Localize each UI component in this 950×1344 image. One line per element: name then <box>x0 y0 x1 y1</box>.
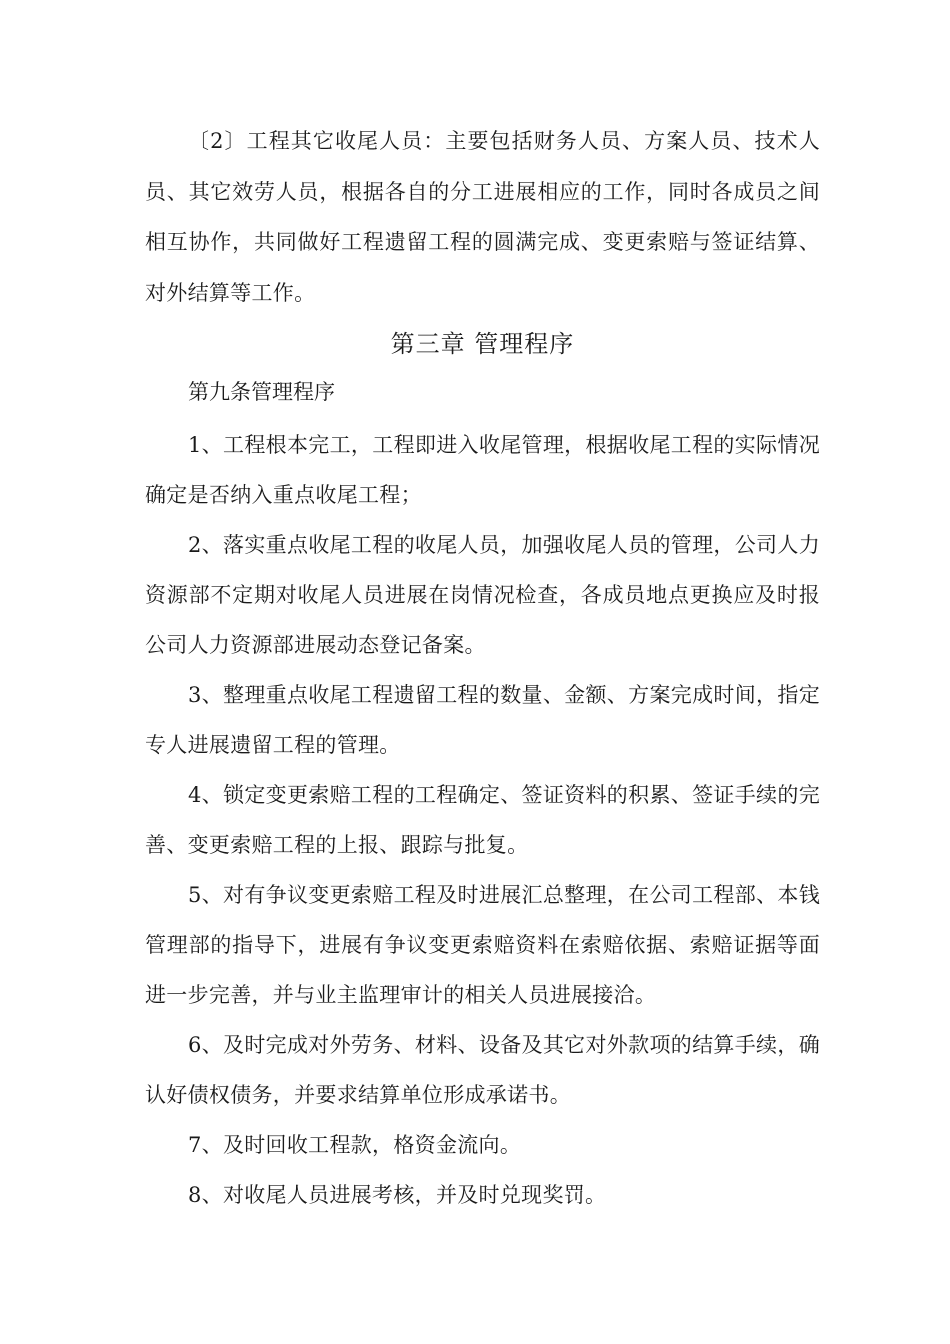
chapter-title: 第三章 管理程序 <box>390 330 575 358</box>
list-item-4: 4、锁定变更索赔工程的工程确定、签证资料的积累、签证手续的完善、变更索赔工程的上报、跟踪与批复。 <box>145 783 820 857</box>
intro-paragraph: 〔2〕工程其它收尾人员：主要包括财务人员、方案人员、技术人员、其它效劳人员，根据各自的分工进展相应的工作，同时各成员之间相互协作，共同做好工程遗留工程的圆满完成、变更索赔与签证结算、对外结算等工作。 <box>145 129 820 305</box>
list-item-3: 3、整理重点收尾工程遗留工程的数量、金额、方案完成时间，指定专人进展遗留工程的管理。 <box>145 683 820 757</box>
article-title: 第九条管理程序 <box>188 380 335 404</box>
list-item-2: 2、落实重点收尾工程的收尾人员，加强收尾人员的管理，公司人力资源部不定期对收尾人员进展在岗情况检查，各成员地点更换应及时报公司人力资源部进展动态登记备案。 <box>145 533 820 657</box>
document-body <box>145 116 820 1220</box>
list-item-6: 6、及时完成对外劳务、材料、设备及其它对外款项的结算手续，确认好债权债务，并要求结算单位形成承诺书。 <box>145 1033 820 1107</box>
list-item-5: 5、对有争议变更索赔工程及时进展汇总整理，在公司工程部、本钱管理部的指导下，进展有争议变更索赔资料在索赔依据、索赔证据等面进一步完善，并与业主监理审计的相关人员进展接洽。 <box>145 883 820 1007</box>
list-item-1: 1、工程根本完工，工程即进入收尾管理，根据收尾工程的实际情况确定是否纳入重点收尾工程； <box>145 433 820 507</box>
list-item-7: 7、及时回收工程款，格资金流向。 <box>188 1133 522 1157</box>
list-item-8: 8、对收尾人员进展考核，并及时兑现奖罚。 <box>188 1183 607 1207</box>
